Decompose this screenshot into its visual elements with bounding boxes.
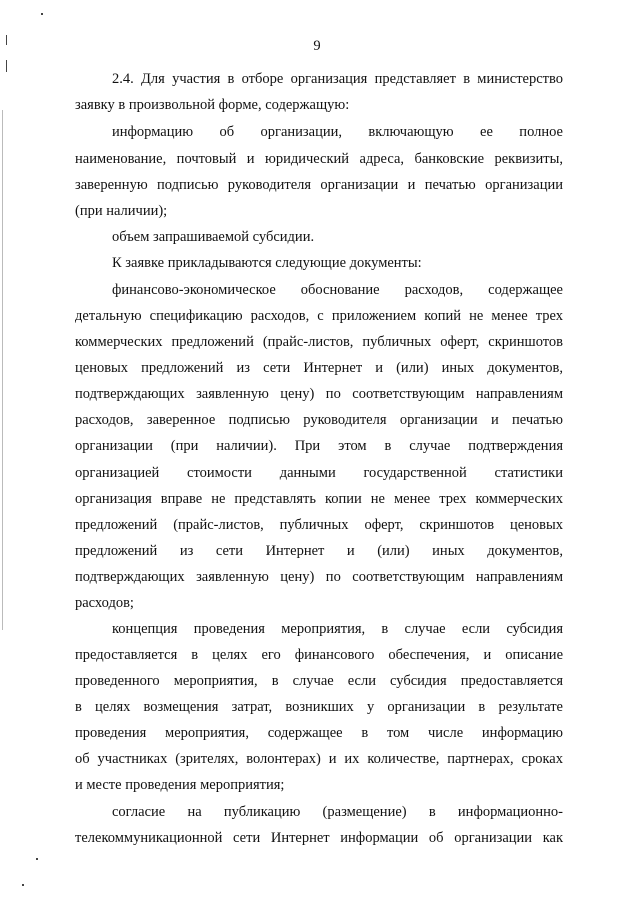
text-line: и месте проведения мероприятия;: [75, 777, 285, 793]
text-line: предложений (прайс-листов, публичных оферт, скриншотов ценовых: [75, 517, 563, 533]
text-line: проведенного мероприятия, в случае если субсидия предоставляется: [75, 673, 563, 689]
text-line: расходов;: [75, 595, 134, 611]
text-line: 2.4. Для участия в отборе организация представляет в министерство: [112, 71, 563, 87]
scan-mark: [22, 884, 24, 886]
scan-mark: [6, 60, 7, 72]
text-line: телекоммуникационной сети Интернет информации об организации как: [75, 830, 563, 846]
text-line: проведения мероприятия, содержащее в том числе информацию: [75, 725, 563, 741]
text-line: объем запрашиваемой субсидии.: [112, 229, 315, 245]
text-line: информацию об организации, включающую ее полное: [112, 124, 563, 140]
page-number: 9: [313, 38, 321, 54]
text-line: коммерческих предложений (прайс-листов, публичных оферт, скриншотов: [75, 334, 563, 350]
text-line: заявку в произвольной форме, содержащую:: [75, 97, 350, 113]
text-line: детальную спецификацию расходов, с приложением копий не менее трех: [75, 308, 563, 324]
text-line: подтверждающих заявленную цену) по соответствующим направлениям: [75, 386, 563, 402]
text-line: (при наличии);: [75, 203, 168, 219]
scan-mark: [2, 110, 3, 630]
scan-mark: [41, 13, 43, 15]
scan-mark: [6, 35, 7, 45]
text-line: организации (при наличии). При этом в случае подтверждения: [75, 438, 563, 454]
text-line: финансово-экономическое обоснование расходов, содержащее: [112, 282, 563, 298]
text-line: наименование, почтовый и юридический адреса, банковские реквизиты,: [75, 151, 563, 167]
text-line: организация вправе не представлять копии не менее трех коммерческих: [75, 491, 563, 507]
text-line: организацией стоимости данными государственной статистики: [75, 465, 563, 481]
text-line: расходов, заверенное подписью руководителя организации и печатью: [75, 412, 563, 428]
text-line: в целях возмещения затрат, возникших у организации в результате: [75, 699, 563, 715]
text-line: подтверждающих заявленную цену) по соответствующим направлениям: [75, 569, 563, 585]
scan-mark: [36, 858, 38, 860]
text-line: концепция проведения мероприятия, в случае если субсидия: [112, 621, 563, 637]
text-line: об участниках (зрителях, волонтерах) и их количестве, партнерах, сроках: [75, 751, 563, 767]
text-line: К заявке прикладываются следующие документы:: [112, 255, 422, 271]
text-line: предложений из сети Интернет и (или) иных документов,: [75, 543, 563, 559]
text-line: ценовых предложений из сети Интернет и (или) иных документов,: [75, 360, 563, 376]
text-line: заверенную подписью руководителя организации и печатью организации: [75, 177, 563, 193]
text-line: предоставляется в целях его финансового обеспечения, и описание: [75, 647, 563, 663]
text-line: согласие на публикацию (размещение) в информационно-: [112, 804, 563, 820]
